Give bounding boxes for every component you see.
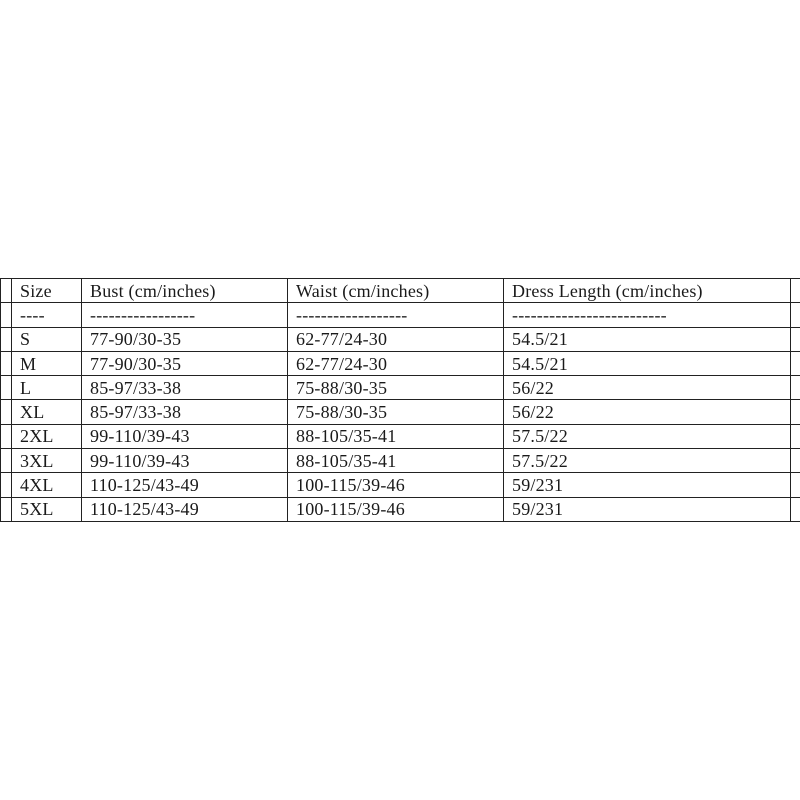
cell-bust: 110-125/43-49 <box>82 497 288 521</box>
separator-bust: ----------------- <box>82 303 288 327</box>
cell-waist: 62-77/24-30 <box>288 327 504 351</box>
cell-bust: 85-97/33-38 <box>82 400 288 424</box>
table-edge-cell <box>1 351 12 375</box>
table-edge-cell <box>1 279 12 303</box>
table-edge-cell <box>1 473 12 497</box>
cell-bust: 77-90/30-35 <box>82 327 288 351</box>
cell-bust: 85-97/33-38 <box>82 376 288 400</box>
table-edge-cell <box>1 327 12 351</box>
table-row <box>1 424 800 448</box>
table-edge-cell <box>1 424 12 448</box>
table-row <box>1 400 800 424</box>
table-edge-cell <box>1 376 12 400</box>
table-edge-cell <box>791 351 800 375</box>
table-row <box>1 449 800 473</box>
separator-dress-length: ------------------------- <box>504 303 791 327</box>
header-bust: Bust (cm/inches) <box>82 279 288 303</box>
cell-bust: 99-110/39-43 <box>82 424 288 448</box>
size-chart-table <box>0 278 800 522</box>
cell-dress-length: 59/231 <box>504 497 791 521</box>
table-row <box>1 327 800 351</box>
cell-waist: 75-88/30-35 <box>288 400 504 424</box>
header-size: Size <box>12 279 82 303</box>
table-edge-cell <box>791 303 800 327</box>
table-edge-cell <box>1 400 12 424</box>
cell-bust: 77-90/30-35 <box>82 351 288 375</box>
cell-size: 3XL <box>12 449 82 473</box>
cell-dress-length: 57.5/22 <box>504 424 791 448</box>
table-edge-cell <box>1 449 12 473</box>
cell-size: 4XL <box>12 473 82 497</box>
cell-waist: 100-115/39-46 <box>288 473 504 497</box>
cell-dress-length: 54.5/21 <box>504 351 791 375</box>
table-edge-cell <box>791 327 800 351</box>
cell-size: L <box>12 376 82 400</box>
cell-dress-length: 56/22 <box>504 376 791 400</box>
cell-waist: 88-105/35-41 <box>288 449 504 473</box>
table-edge-cell <box>791 473 800 497</box>
cell-bust: 99-110/39-43 <box>82 449 288 473</box>
cell-dress-length: 57.5/22 <box>504 449 791 473</box>
table-edge-cell <box>791 376 800 400</box>
cell-size: 2XL <box>12 424 82 448</box>
table-row <box>1 497 800 521</box>
table-row <box>1 473 800 497</box>
cell-size: S <box>12 327 82 351</box>
header-dress-length: Dress Length (cm/inches) <box>504 279 791 303</box>
cell-dress-length: 54.5/21 <box>504 327 791 351</box>
cell-size: XL <box>12 400 82 424</box>
cell-waist: 75-88/30-35 <box>288 376 504 400</box>
table-edge-cell <box>791 497 800 521</box>
table-edge-cell <box>791 424 800 448</box>
separator-size: ---- <box>12 303 82 327</box>
table-edge-cell <box>791 400 800 424</box>
table-row <box>1 351 800 375</box>
table-edge-cell <box>1 497 12 521</box>
table-edge-cell <box>791 279 800 303</box>
table-row <box>1 376 800 400</box>
header-waist: Waist (cm/inches) <box>288 279 504 303</box>
table-edge-cell <box>1 303 12 327</box>
cell-bust: 110-125/43-49 <box>82 473 288 497</box>
separator-waist: ------------------ <box>288 303 504 327</box>
cell-size: M <box>12 351 82 375</box>
table-edge-cell <box>791 449 800 473</box>
cell-waist: 62-77/24-30 <box>288 351 504 375</box>
header-row <box>1 279 800 303</box>
cell-size: 5XL <box>12 497 82 521</box>
cell-waist: 88-105/35-41 <box>288 424 504 448</box>
cell-waist: 100-115/39-46 <box>288 497 504 521</box>
separator-row <box>1 303 800 327</box>
cell-dress-length: 59/231 <box>504 473 791 497</box>
cell-dress-length: 56/22 <box>504 400 791 424</box>
